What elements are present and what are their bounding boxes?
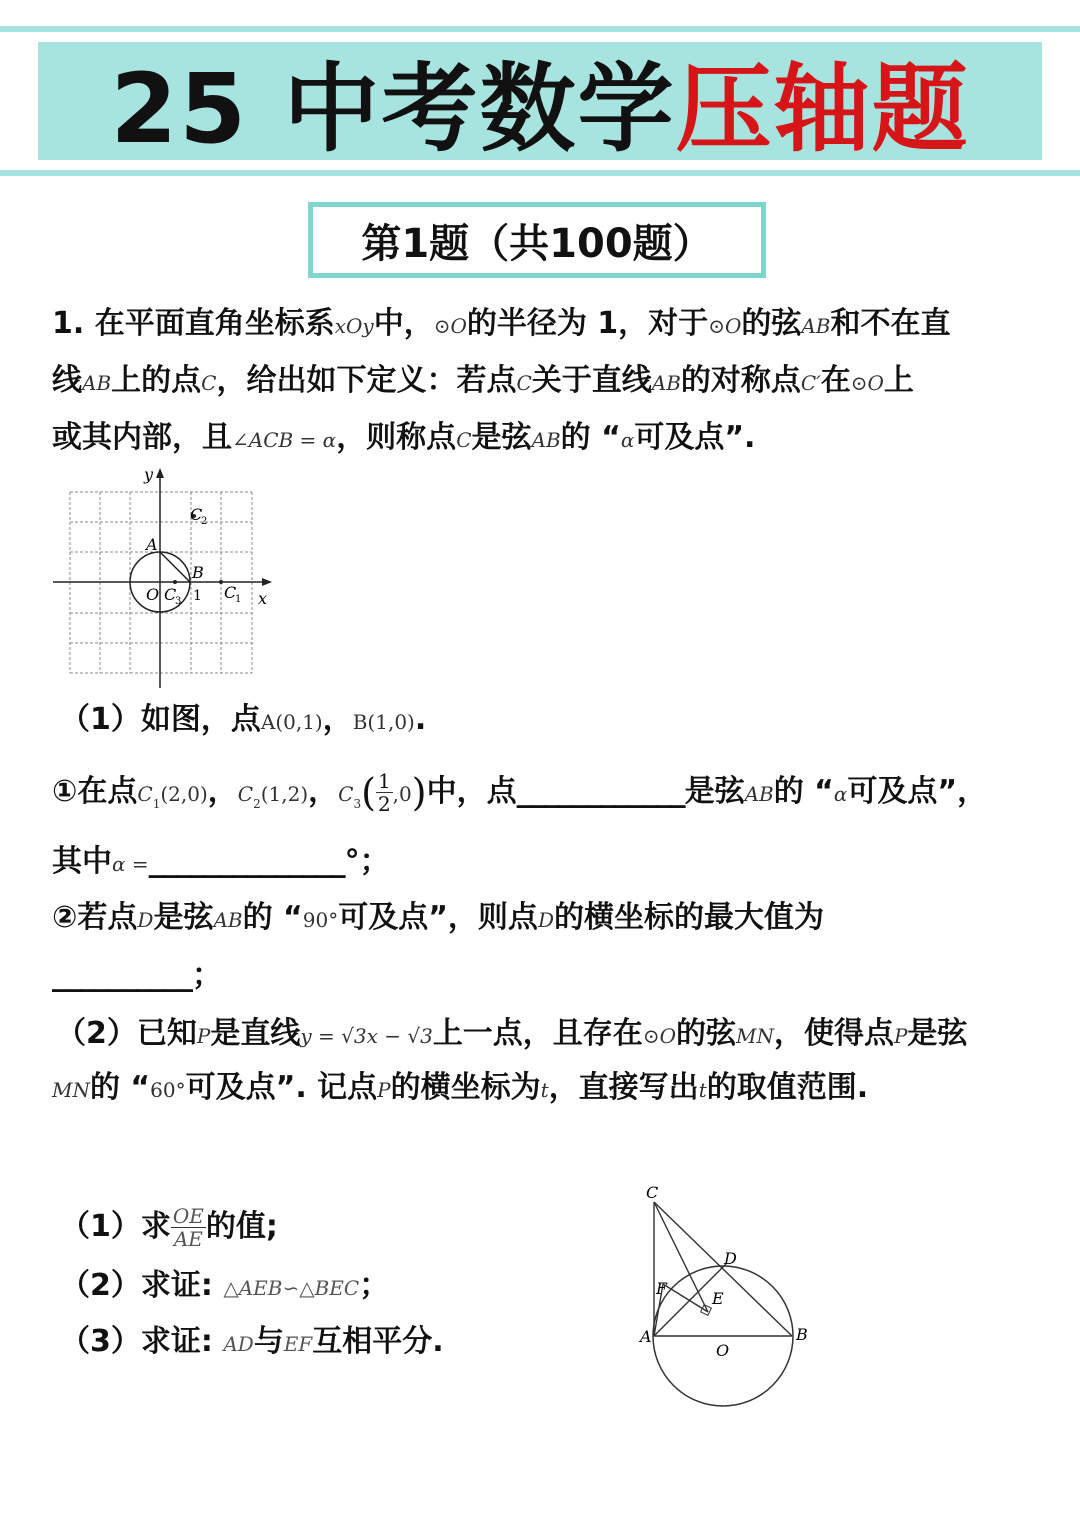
math-sub: 2	[253, 797, 261, 811]
text: （2）求证:	[60, 1268, 213, 1303]
problem-counter	[308, 202, 766, 278]
text: 是弦	[153, 900, 214, 935]
label-e: E	[712, 1289, 724, 1308]
text: 的取值范围.	[706, 1070, 869, 1105]
problem2-q1	[60, 1200, 278, 1254]
part2-line1	[56, 1014, 967, 1056]
part2-line2	[52, 1068, 868, 1110]
geometry-figure	[630, 1176, 830, 1412]
text: ；	[192, 958, 222, 993]
label-c2: C	[190, 505, 203, 524]
label-c1: C	[224, 583, 237, 602]
math: α =	[112, 852, 149, 876]
label-d: D	[724, 1249, 737, 1268]
title-main: 25 中考数学	[110, 52, 676, 165]
math: C	[237, 782, 254, 806]
math-sub: 3	[353, 797, 362, 811]
answer-blank[interactable]: ______________	[148, 844, 345, 879]
figure-lines	[654, 1202, 792, 1336]
text: 的横坐标的最大值为	[553, 900, 824, 935]
problem1-line1	[52, 304, 950, 346]
math: C	[516, 371, 532, 395]
math: ⊙O	[850, 371, 884, 395]
math: t	[540, 1078, 549, 1102]
text: 在	[820, 363, 851, 398]
text: 与	[253, 1324, 284, 1359]
label-c3-sub: 3	[175, 596, 182, 607]
label-c1-sub: 1	[235, 594, 242, 605]
text: 的对称点	[680, 363, 801, 398]
text: ，则称点	[336, 420, 457, 455]
label-o: O	[146, 585, 160, 604]
text: 已知	[136, 1016, 197, 1051]
math: C	[338, 782, 354, 806]
math: C	[456, 428, 472, 452]
text: 或其内部，且	[52, 420, 232, 455]
math: AB	[801, 314, 831, 338]
text: 的横坐标为	[390, 1070, 541, 1105]
math: ⊙O	[433, 314, 467, 338]
numerator: 1	[377, 769, 391, 793]
numerator: OE	[172, 1204, 204, 1228]
math: y = √3x − √3	[300, 1024, 433, 1048]
math: MN	[52, 1078, 90, 1102]
text: 是直线	[210, 1016, 301, 1051]
text: 是弦	[471, 420, 532, 455]
problem-counter-text: 第1题（共100题）	[361, 220, 713, 267]
problem1-line3	[52, 418, 755, 460]
text: 的半径为 1，对于	[466, 306, 709, 341]
label-f: F	[656, 1279, 668, 1298]
math: P	[377, 1078, 391, 1102]
point-c3	[173, 580, 177, 584]
part1-question2-cont	[52, 956, 222, 996]
text: °；	[344, 844, 390, 879]
label-o: O	[716, 1341, 730, 1360]
denominator: AE	[173, 1227, 203, 1251]
math: α	[620, 428, 635, 452]
answer-blank[interactable]: ____________	[516, 774, 685, 809]
title-highlight: 压轴题	[675, 52, 970, 165]
answer-blank[interactable]: __________	[52, 958, 192, 993]
label-b: B	[192, 563, 204, 582]
text: （1）求	[60, 1209, 171, 1244]
text: 上一点，且存在	[432, 1016, 643, 1051]
math: AB	[213, 908, 243, 932]
math: α	[833, 782, 848, 806]
text: 的 “	[560, 420, 621, 455]
denominator: 2	[377, 792, 391, 816]
text: 的 “	[242, 900, 303, 935]
math: (1,2)	[260, 782, 309, 806]
math: P	[893, 1024, 908, 1048]
top-rule	[0, 26, 1080, 32]
text: ，	[308, 774, 339, 809]
math: ,0	[392, 782, 412, 806]
problem1-line2	[52, 361, 914, 403]
text: .	[414, 702, 427, 737]
math: AB	[744, 782, 774, 806]
label-c2-sub: 2	[201, 516, 208, 527]
label-one: 1	[193, 588, 202, 604]
bottom-rule	[0, 170, 1080, 176]
text: 上的点	[111, 363, 202, 398]
text: 的弦	[741, 306, 802, 341]
text: 互相平分.	[312, 1324, 444, 1359]
math: △AEB∽△BEC	[223, 1276, 360, 1300]
math: ∠ACB = α	[232, 428, 337, 452]
label-c3: C	[164, 585, 177, 604]
text: 中，点	[426, 774, 517, 809]
math: AB	[531, 428, 561, 452]
math: EF	[283, 1332, 313, 1356]
part1-heading	[60, 700, 426, 742]
text: 的值;	[205, 1209, 278, 1244]
text: 是弦	[684, 774, 745, 809]
text: ，直接写出	[548, 1070, 699, 1105]
coordinate-graph	[48, 460, 288, 690]
text: ①在点	[52, 774, 138, 809]
part1-question1: ①在点$C_1(2,0)$，$C_2(1,2)$，$C_3$( $\frac{1}{2}$ ,0)中，点____________是弦AB的 “α可及点”，	[52, 769, 988, 816]
math: D	[137, 908, 154, 932]
math: 90°	[302, 908, 339, 932]
text: 1. 在平面直角坐标系	[52, 306, 335, 341]
x-axis-arrow	[262, 578, 272, 586]
label-x: x	[258, 589, 268, 608]
text: 的 “	[773, 774, 834, 809]
math: MN	[735, 1024, 774, 1048]
math: B(1,0)	[352, 710, 415, 734]
label-y: y	[144, 465, 154, 484]
fraction-half	[376, 770, 393, 815]
label-a: A	[640, 1327, 652, 1346]
text: 的 “	[89, 1070, 151, 1105]
math: ⊙O	[642, 1024, 676, 1048]
math: A(0,1)	[260, 710, 323, 734]
problem2-q2	[60, 1266, 389, 1308]
text: ；	[359, 1268, 390, 1303]
math: ⊙O	[708, 314, 742, 338]
text: 线	[52, 363, 82, 398]
text: 可及点”，	[847, 774, 988, 809]
math: 60°	[150, 1078, 186, 1102]
text: 上	[883, 363, 914, 398]
text: 是弦	[907, 1016, 968, 1051]
math: C	[137, 782, 153, 806]
text: ，	[322, 702, 353, 737]
math: C	[201, 371, 217, 395]
part1-question2	[52, 898, 824, 940]
text: 的弦	[675, 1016, 736, 1051]
text: （1）如图，点	[60, 702, 261, 737]
text: 中，	[373, 306, 434, 341]
text: ②若点	[52, 900, 138, 935]
point-c1	[219, 580, 223, 584]
math: D	[537, 908, 554, 932]
y-axis-arrow	[156, 468, 164, 478]
text: ，给出如下定义：若点	[216, 363, 517, 398]
text: （3）求证:	[60, 1324, 213, 1359]
math: t	[698, 1078, 707, 1102]
math: AD	[223, 1332, 254, 1356]
text: ，	[207, 774, 238, 809]
math: xOy	[334, 314, 374, 338]
label-b: B	[796, 1325, 808, 1344]
label-a: A	[146, 535, 158, 554]
math: AB	[651, 371, 681, 395]
fraction-oe-ae	[171, 1205, 206, 1250]
text: 关于直线	[531, 363, 652, 398]
text: 可及点”.	[634, 420, 756, 455]
text: 和不在直	[830, 306, 951, 341]
part-label: （2）	[56, 1016, 137, 1051]
math: P	[196, 1024, 211, 1048]
label-c: C	[646, 1183, 659, 1202]
text: 其中	[52, 844, 112, 879]
text: ，使得点	[773, 1016, 894, 1051]
title-banner	[38, 42, 1042, 165]
text: 可及点”. 记点	[185, 1070, 378, 1105]
math: AB	[82, 371, 112, 395]
math: (2,0)	[160, 782, 208, 806]
problem2-q3	[60, 1322, 444, 1364]
part1-question1-cont	[52, 842, 390, 884]
math: C′	[800, 371, 821, 395]
math-sub: 1	[152, 797, 161, 811]
text: 可及点”，则点	[338, 900, 538, 935]
